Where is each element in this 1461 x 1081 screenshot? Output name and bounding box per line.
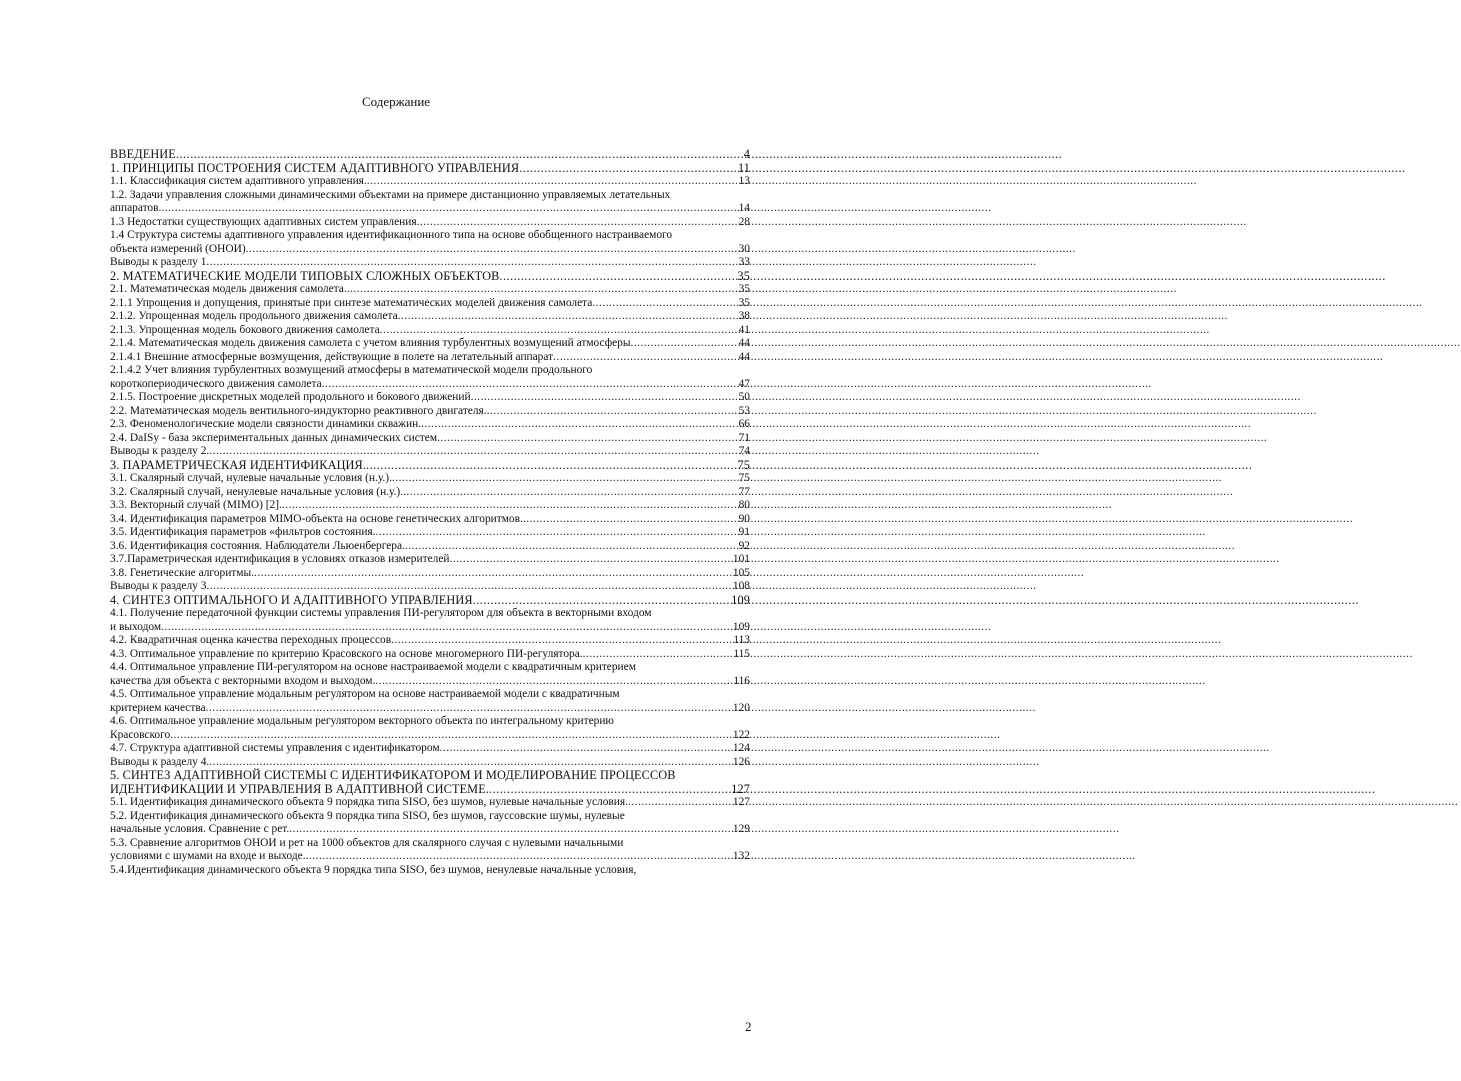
toc-entry[interactable] xyxy=(110,499,750,513)
toc-entry-title: 4.2. Квадратичная оценка качества переходных процессов xyxy=(110,634,392,646)
toc-entry[interactable] xyxy=(110,472,750,486)
toc-line xyxy=(110,634,750,648)
toc-line xyxy=(110,472,750,486)
toc-entry-title: 5.3. Сравнение алгоритмов ОНОИ и рет на 1000 объектов для скалярного случая с нулевыми начальными xyxy=(110,836,624,849)
toc-line xyxy=(110,499,750,513)
dot-leader xyxy=(366,459,736,473)
toc-line xyxy=(110,391,750,405)
toc-page-number: 4 xyxy=(743,147,750,161)
dot-leader xyxy=(592,297,737,311)
toc-entry-title: и выходом xyxy=(110,620,162,633)
toc-entry-title: 2.1.1 Упрощения и допущения, принятые при синтезе математических моделей движения самолета xyxy=(110,296,593,309)
toc-line xyxy=(110,567,750,581)
toc-entry-title: 2.1.5. Построение дискретных моделей продольного и бокового движений xyxy=(110,391,471,403)
toc-entry-title: качества для объекта с векторными входом и выходом. xyxy=(110,674,376,687)
dot-leader xyxy=(209,445,737,459)
toc-entry-title: 3.6. Идентификация состояния. Наблюдатели Льюенбергера. xyxy=(110,539,405,552)
dot-leader xyxy=(523,513,738,527)
toc-entry-title: Выводы к разделу 2. xyxy=(110,445,210,457)
toc-entry[interactable] xyxy=(110,796,750,810)
toc-line xyxy=(110,243,750,257)
toc-line xyxy=(110,405,750,419)
toc-page-number: 35 xyxy=(738,283,750,295)
toc-page-number: 66 xyxy=(738,418,750,430)
toc-page-number: 109 xyxy=(732,620,750,633)
dot-leader xyxy=(421,418,738,432)
toc-entry-title: 5.2. Идентификация динамического объекта 9 порядка типа SISO, без шумов, гауссовские шумы, нулевые xyxy=(110,809,625,822)
toc-page-number: 28 xyxy=(738,215,750,228)
toc-entry[interactable] xyxy=(110,364,750,391)
toc-page-number: 127 xyxy=(731,781,750,796)
dot-leader xyxy=(471,391,738,405)
toc-line xyxy=(110,729,750,743)
toc-entry-title: 1. ПРИНЦИПЫ ПОСТРОЕНИЯ СИСТЕМ АДАПТИВНОГО УПРАВЛЕНИЯ xyxy=(110,160,520,175)
toc-entry-title: 3.8. Генетические алгоритмы. xyxy=(110,566,254,579)
dot-leader xyxy=(206,256,737,270)
toc-page-number: 33 xyxy=(738,256,750,268)
dot-leader xyxy=(161,621,732,635)
toc-entry[interactable] xyxy=(110,661,750,688)
toc-page-number: 122 xyxy=(732,728,750,741)
toc-line xyxy=(110,580,750,594)
toc-line xyxy=(110,175,750,189)
toc-page-number: 113 xyxy=(733,634,750,646)
toc-entry-title: Выводы к разделу 3 xyxy=(110,580,207,592)
toc-page-number: 101 xyxy=(732,553,750,565)
toc-line xyxy=(110,310,750,324)
toc-page-number: 126 xyxy=(732,755,750,768)
toc-line xyxy=(110,324,750,338)
dot-leader xyxy=(405,540,738,554)
toc-entry[interactable] xyxy=(110,148,750,162)
toc-line xyxy=(110,432,750,446)
toc-entry[interactable] xyxy=(110,837,750,864)
toc-entry-title: ВВЕДЕНИЕ xyxy=(110,147,176,161)
toc-entry[interactable] xyxy=(110,391,750,405)
toc-entry[interactable] xyxy=(110,756,750,770)
toc-line xyxy=(110,486,750,500)
toc-entry[interactable] xyxy=(110,216,750,230)
toc-entry[interactable] xyxy=(110,270,750,284)
toc-entry[interactable] xyxy=(110,864,750,878)
toc-entry-title: 4.4. Оптимальное управление ПИ-регулятором на основе настраиваемой модели с квадратичным критерием xyxy=(110,661,636,673)
toc-entry-title: 2. МАТЕМАТИЧЕСКИЕ МОДЕЛИ ТИПОВЫХ СЛОЖНЫХ ОБЪЕКТОВ xyxy=(110,268,500,283)
toc-entry[interactable] xyxy=(110,351,750,365)
toc-line xyxy=(110,823,750,837)
toc-page-number: 132 xyxy=(732,850,750,862)
toc-line xyxy=(110,283,750,297)
toc-entry-title: 2.2. Математическая модель вентильного-индукторно реактивного двигателя. xyxy=(110,404,487,417)
toc-entry[interactable] xyxy=(110,607,750,634)
toc-page-number: 74 xyxy=(738,445,750,457)
toc-entry-title: 4.7. Структура адаптивной системы управления с идентификатором xyxy=(110,742,440,754)
toc-entry-title: 2.1.3. Упрощенная модель бокового движения самолета xyxy=(110,323,380,336)
toc-entry-title: 5. СИНТЕЗ АДАПТИВНОЙ СИСТЕМЫ С ИДЕНТИФИКАТОРОМ И МОДЕЛИРОВАНИЕ ПРОЦЕССОВ xyxy=(110,768,676,782)
dot-leader xyxy=(376,526,738,540)
toc-page-number: 47 xyxy=(738,377,750,390)
toc-entry[interactable] xyxy=(110,297,750,311)
toc-entry-title: 2.1.4. Математическая модель движения самолета с учетом влияния турбулентных возмущений атмосферы xyxy=(110,337,631,349)
toc-page-number: 44 xyxy=(738,350,750,363)
toc-entry-title: 3.1. Скалярный случай, нулевые начальные условия (н.у.). xyxy=(110,472,392,484)
toc-line xyxy=(110,675,750,689)
dot-leader xyxy=(449,553,731,567)
toc-line xyxy=(110,148,750,162)
toc-entry-title: 2.3. Феноменологические модели связности динамики скважин. xyxy=(110,418,422,430)
toc-page-number: 92 xyxy=(738,539,750,552)
dot-leader xyxy=(489,783,730,797)
toc-entry-title: 2.1.4.1 Внешние атмосферные возмущения, действующие в полете на летательный аппарат xyxy=(110,350,554,363)
toc-entry[interactable] xyxy=(110,189,750,216)
toc-entry-title: 1.2. Задачи управления сложными динамическими объектами на примере дистанционно управляемых летательных xyxy=(110,188,671,201)
toc-page-number: 115 xyxy=(733,647,750,660)
toc-page-number: 109 xyxy=(731,592,750,607)
toc-line xyxy=(110,648,750,662)
toc-entry[interactable] xyxy=(110,513,750,527)
toc-page-number: 75 xyxy=(737,457,750,472)
toc-line xyxy=(110,742,750,756)
toc-entry[interactable] xyxy=(110,553,750,567)
dot-leader xyxy=(254,567,732,581)
toc-entry[interactable] xyxy=(110,418,750,432)
dot-leader xyxy=(170,729,732,743)
toc-entry-title: критерием качества xyxy=(110,701,206,714)
toc-entry[interactable] xyxy=(110,283,750,297)
toc-entry[interactable] xyxy=(110,432,750,446)
toc-line xyxy=(110,783,750,797)
dot-leader xyxy=(499,270,736,284)
toc-entry-title: 5.4.Идентификация динамического объекта 9 порядка типа SISO, без шумов, ненулевые начальные условия, xyxy=(110,863,637,876)
toc-line xyxy=(110,256,750,270)
toc-entry-title: аппаратов. xyxy=(110,202,162,214)
toc-page-number: 127 xyxy=(732,796,750,808)
toc-entry[interactable] xyxy=(110,742,750,756)
dot-leader xyxy=(367,175,738,189)
toc-line xyxy=(110,162,750,176)
dot-leader xyxy=(246,243,738,257)
toc-line xyxy=(110,270,750,284)
toc-entry-title: 4.1. Получение передаточной функции системы управления ПИ-регулятором для объекта в векторными входом xyxy=(110,607,652,619)
toc-page-number: 41 xyxy=(738,323,750,336)
toc-line xyxy=(110,796,750,810)
toc-entry-title: Выводы к разделу 4. xyxy=(110,755,210,768)
toc-page-number: 35 xyxy=(738,296,750,309)
toc-entry[interactable] xyxy=(110,459,750,473)
dot-leader xyxy=(583,648,733,662)
toc-line xyxy=(110,621,750,635)
toc-line xyxy=(110,553,750,567)
toc-line xyxy=(110,202,750,216)
toc-entry[interactable] xyxy=(110,580,750,594)
toc-page-number: 35 xyxy=(737,268,750,283)
toc-entry-title: 2.1.4.2 Учет влияния турбулентных возмущений атмосферы в математической модели продольного xyxy=(110,364,593,376)
dot-leader xyxy=(375,675,732,689)
toc-entry[interactable] xyxy=(110,688,750,715)
toc-line xyxy=(110,526,750,540)
dot-leader xyxy=(392,472,738,486)
dot-leader xyxy=(306,850,732,864)
toc-entry[interactable] xyxy=(110,324,750,338)
toc-entry[interactable] xyxy=(110,594,750,608)
toc-line xyxy=(110,702,750,716)
dot-leader xyxy=(347,283,738,297)
toc-entry-title: 3.7.Параметрическая идентификация в условиях отказов измерителей xyxy=(110,553,450,565)
toc-page-number: 14 xyxy=(738,202,750,214)
toc-entry[interactable] xyxy=(110,175,750,189)
toc-entry-title: 3.4. Идентификация параметров MIMO-объекта на основе генетических алгоритмов. xyxy=(110,512,523,525)
toc-entry[interactable] xyxy=(110,310,750,324)
toc-entry[interactable] xyxy=(110,405,750,419)
dot-leader xyxy=(206,580,731,594)
toc-entry-title: начальные условия. Сравнение с рет. xyxy=(110,823,290,835)
page-number: 2 xyxy=(745,1019,752,1034)
toc-entry[interactable] xyxy=(110,486,750,500)
toc-line xyxy=(110,540,750,554)
toc-entry-title: Выводы к разделу 1 xyxy=(110,256,207,268)
dot-leader xyxy=(519,162,737,176)
toc-page-number: 50 xyxy=(738,391,750,403)
toc-entry-title: короткопериодического движения самолета xyxy=(110,377,322,390)
toc-line xyxy=(110,850,750,864)
toc-entry-title: объекта измерений (ОНОИ) xyxy=(110,242,246,255)
toc-line xyxy=(110,756,750,770)
toc-entry-title: 3. ПАРАМЕТРИЧЕСКАЯ ИДЕНТИФИКАЦИЯ. xyxy=(110,457,367,472)
dot-leader xyxy=(473,594,731,608)
toc-page-number: 116 xyxy=(733,674,750,687)
dot-leader xyxy=(440,742,732,756)
toc-page-number: 91 xyxy=(738,526,750,538)
toc-line xyxy=(110,216,750,230)
toc-line xyxy=(110,513,750,527)
dot-leader xyxy=(209,756,732,770)
dot-leader xyxy=(161,202,737,216)
toc-page-number: 80 xyxy=(738,499,750,511)
toc-entry[interactable] xyxy=(110,337,750,351)
toc-page-number: 13 xyxy=(738,175,750,187)
toc-entry-title: 3.2. Скалярный случай, ненулевые начальные условия (н.у.). xyxy=(110,485,404,498)
dot-leader xyxy=(176,148,743,162)
toc-entry-title: 2.1. Математическая модель движения самолета. xyxy=(110,283,347,295)
toc-entry-title: Красовского xyxy=(110,728,171,741)
toc-page-number: 30 xyxy=(738,242,750,255)
toc-entry-title: 3.5. Идентификация параметров «фильтров состояния. xyxy=(110,526,376,538)
toc-page-number: 75 xyxy=(738,472,750,484)
toc-entry-title: ИДЕНТИФИКАЦИИ И УПРАВЛЕНИЯ В АДАПТИВНОЙ СИСТЕМЕ. xyxy=(110,781,489,796)
dot-leader xyxy=(289,823,732,837)
toc-page-number: 90 xyxy=(738,512,750,525)
toc-page-number: 11 xyxy=(737,160,750,175)
toc-entry-title: 4. СИНТЕЗ ОПТИМАЛЬНОГО И АДАПТИВНОГО УПРАВЛЕНИЯ xyxy=(110,592,473,607)
page-title: Содержание xyxy=(361,94,431,109)
dot-leader xyxy=(322,378,738,392)
dot-leader xyxy=(631,337,738,351)
toc-page-number: 129 xyxy=(732,823,750,835)
toc-entry[interactable] xyxy=(110,526,750,540)
toc-entry[interactable] xyxy=(110,445,750,459)
toc-line xyxy=(110,594,750,608)
toc-page-number: 108 xyxy=(732,580,750,592)
toc-entry[interactable] xyxy=(110,256,750,270)
toc-page-number: 77 xyxy=(738,485,750,498)
toc-entry-title: 1.3 Недостатки существующих адаптивных систем управления xyxy=(110,215,417,228)
toc-entry-title: 2.1.2. Упрощенная модель продольного движения самолета xyxy=(110,310,398,322)
toc-entry-title: 4.3. Оптимальное управление по критерию Красовского на основе многомерного ПИ-регулятора. xyxy=(110,647,583,660)
dot-leader xyxy=(206,702,732,716)
dot-leader xyxy=(403,486,738,500)
toc-entry-title: 1.1. Классификация систем адаптивного управления. xyxy=(110,175,367,187)
toc-line xyxy=(110,378,750,392)
toc-page-number: 105 xyxy=(732,566,750,579)
toc-entry-title: 2.4. DaISy - база экспериментальных данных динамических систем xyxy=(110,431,438,444)
toc-line xyxy=(110,297,750,311)
dot-leader xyxy=(628,796,732,810)
toc-entry[interactable] xyxy=(110,810,750,837)
toc-page-number: 44 xyxy=(738,337,750,349)
dot-leader xyxy=(282,499,738,513)
toc-line xyxy=(110,418,750,432)
dot-leader xyxy=(437,432,738,446)
toc-page-number: 71 xyxy=(738,431,750,444)
dot-leader xyxy=(553,351,737,365)
toc-page-number: 120 xyxy=(732,701,750,714)
table-of-contents xyxy=(110,148,750,877)
toc-line xyxy=(110,337,750,351)
toc-line xyxy=(110,351,750,365)
dot-leader xyxy=(398,310,738,324)
toc-page-number: 53 xyxy=(738,404,750,417)
toc-entry[interactable] xyxy=(110,567,750,581)
toc-entry-title: 5.1. Идентификация динамического объекта 9 порядка типа SISO, без шумов, нулевые начальные условия. xyxy=(110,796,628,808)
toc-entry-title: 4.6. Оптимальное управление модальным регулятором векторного объекта по интегральному критерию xyxy=(110,715,614,727)
toc-entry[interactable] xyxy=(110,648,750,662)
dot-leader xyxy=(417,216,738,230)
toc-entry[interactable] xyxy=(110,540,750,554)
toc-entry[interactable] xyxy=(110,229,750,256)
toc-entry-title: 3.3. Векторный случай (MIMO) [2]. xyxy=(110,499,282,511)
dot-leader xyxy=(487,405,738,419)
toc-entry[interactable] xyxy=(110,634,750,648)
toc-entry-title: 4.5. Оптимальное управление модальным регулятором на основе настраиваемой модели с квадратичным xyxy=(110,688,620,700)
toc-line xyxy=(110,445,750,459)
toc-page-number: 38 xyxy=(738,310,750,322)
toc-entry-title: 1.4 Структура системы адаптивного управления идентификационного типа на основе обобщенного настраиваемого xyxy=(110,229,673,241)
toc-entry[interactable] xyxy=(110,162,750,176)
toc-entry[interactable] xyxy=(110,769,750,796)
toc-entry[interactable] xyxy=(110,715,750,742)
toc-line xyxy=(110,459,750,473)
toc-entry-title: условиями с шумами на входе и выходе. xyxy=(110,850,306,862)
toc-page-number: 124 xyxy=(732,742,750,754)
dot-leader xyxy=(391,634,732,648)
dot-leader xyxy=(380,324,738,338)
